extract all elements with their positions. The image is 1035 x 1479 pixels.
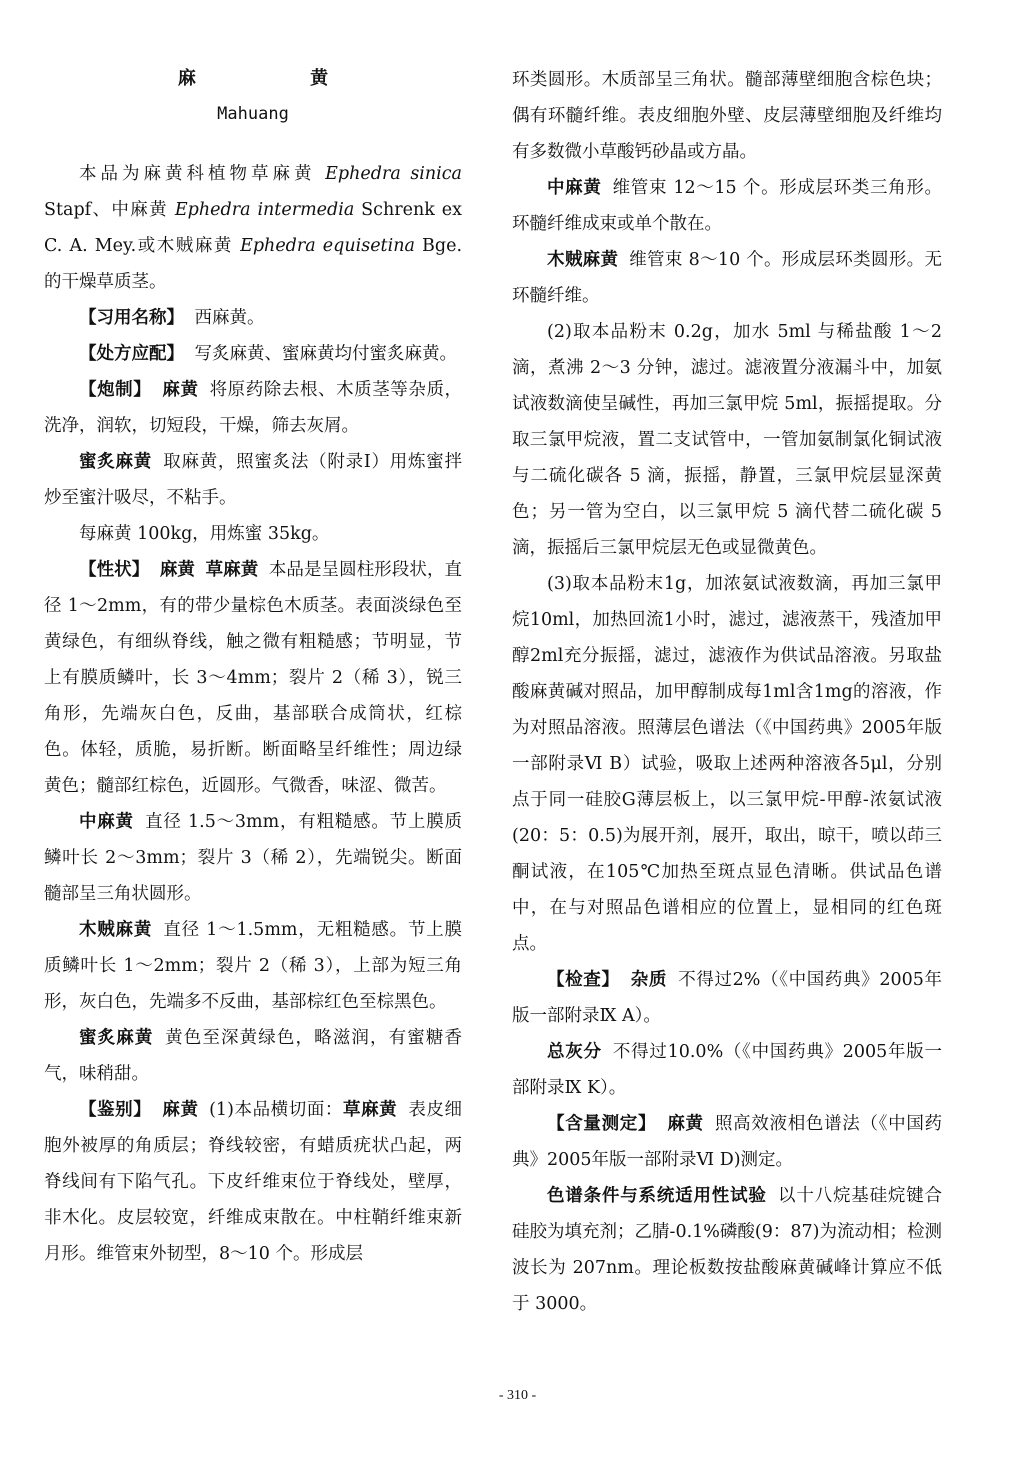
- inspection-paragraph: [512, 962, 942, 1034]
- subheading: 木贼麻黄: [547, 250, 619, 270]
- text: 照高效液相色谱法（《中国药典》2005年版一部附录Ⅵ D)测定。: [512, 1114, 943, 1170]
- subheading: 麻黄: [666, 1114, 704, 1134]
- section-heading: 【处方应配】: [79, 344, 184, 364]
- description-paragraph: [44, 552, 462, 804]
- ash-paragraph: [512, 1034, 942, 1106]
- subheading: 色谱条件与系统适用性试验: [547, 1186, 767, 1206]
- text: Stapf、中麻黄: [44, 200, 175, 220]
- text: 不得过10.0%（《中国药典》2005年版一部附录Ⅸ K）。: [512, 1042, 942, 1098]
- text: 直径 1～1.5mm，无粗糙感。节上膜质鳞叶长 1～2mm；裂片 2（稀 3），上部为短三角形，灰白色，先端多不反曲，基部棕红色至棕黑色。: [44, 920, 463, 1012]
- muzei-mahuang-paragraph: [44, 912, 462, 1020]
- subheading: 木贼麻黄: [79, 920, 153, 940]
- right-column: [512, 62, 942, 1322]
- zhong-mahuang-id-paragraph: [512, 170, 942, 242]
- page-title: 麻 黄: [177, 68, 383, 89]
- assay-paragraph: [512, 1106, 942, 1178]
- section-heading: 【检查】: [547, 970, 620, 990]
- subheading: 中麻黄: [547, 178, 602, 198]
- chromatography-paragraph: [512, 1178, 942, 1322]
- text: 以十八烷基硅烷键合硅胶为填充剂；乙腈-0.1%磷酸(9：87)为流动相；检测波长为 207nm。理论板数按盐酸麻黄碱峰计算应不低于 3000。: [512, 1186, 943, 1314]
- text: 西麻黄。: [194, 308, 265, 328]
- subheading: 草麻黄: [205, 560, 259, 580]
- subheading: 杂质: [630, 970, 668, 990]
- ratio-paragraph: 每麻黄 100kg，用炼蜜 35kg。: [79, 524, 330, 544]
- subheading: 总灰分: [547, 1042, 602, 1062]
- text: Bge.的干燥草质茎。: [44, 236, 463, 292]
- identification-paragraph: [44, 1092, 462, 1272]
- prescription-paragraph: [44, 336, 462, 372]
- section-heading: 【习用名称】: [79, 308, 184, 328]
- test-2-paragraph: (2)取本品粉末 0.2g，加水 5ml 与稀盐酸 1～2 滴，煮沸 2～3 分钟，滤过。滤液置分液漏斗中，加氨试液数滴使呈碱性，再加三氯甲烷 5ml，振摇提取。分取三氯甲烷液，置二支试管中，一管加氨制氯化铜试液与二硫化碳各 5 滴，振摇，静置，三氯甲烷层显深黄色；另一管为空白，以三氯甲烷 5 滴代替二硫化碳 5 滴，振摇后三氯甲烷层无色或显微黄色。: [512, 322, 942, 558]
- subheading: 麻黄: [159, 560, 195, 580]
- page-subtitle: Mahuang: [217, 104, 289, 124]
- processing-paragraph: [44, 372, 462, 444]
- text: 直径 1.5～3mm，有粗糙感。节上膜质鳞叶长 2～3mm；裂片 3（稀 2），先端锐尖。断面髓部呈三角状圆形。: [44, 812, 463, 904]
- test-3-paragraph: (3)取本品粉末1g，加浓氨试液数滴，再加三氯甲烷10ml，加热回流1小时，滤过，滤液蒸干，残渣加甲醇2ml充分振摇，滤过，滤液作为供试品溶液。另取盐酸麻黄碱对照品，加甲醇制成每1ml含1mg的溶液，作为对照品溶液。照薄层色谱法（《中国药典》2005年版一部附录Ⅵ B）试验，吸取上述两种溶液各5μl，分别点于同一硅胶G薄层板上，以三氯甲烷-甲醇-浓氨试液(20：5：0.5)为展开剂，展开，取出，晾干，喷以茚三酮试液，在105℃加热至斑点显色清晰。供试品色谱中，在与对照品色谱相应的位置上，显相同的红色斑点。: [512, 574, 942, 954]
- text: 表皮细胞外被厚的角质层；脊线较密，有蜡质疣状凸起，两脊线间有下陷气孔。下皮纤维束位于脊线处，壁厚，非木化。皮层较宽，纤维成束散在。中柱鞘纤维束新月形。维管束外韧型，8～10 个。形成层: [44, 1100, 463, 1264]
- honey-processing-paragraph: [44, 444, 462, 516]
- page-number: - 310 -: [498, 1388, 537, 1403]
- text: 本品是呈圆柱形段状，直径 1～2mm，有的带少量棕色木质茎。表面淡绿色至黄绿色，有细纵脊线，触之微有粗糙感；节明显，节上有膜质鳞叶，长 3～4mm；裂片 2（稀 3），锐三角形，先端灰白色，反曲，基部联合成筒状，红棕色。体轻，质脆，易折断。断面略呈纤维性；周边绿黄色；髓部红棕色，近圆形。气微香，味涩、微苦。: [44, 560, 463, 796]
- zhong-mahuang-paragraph: [44, 804, 462, 912]
- honey-description-paragraph: [44, 1020, 462, 1092]
- text: 取麻黄，照蜜炙法（附录Ⅰ）用炼蜜拌炒至蜜汁吸尽，不粘手。: [44, 452, 462, 508]
- text: 将原药除去根、木质茎等杂质，洗净，润软，切短段，干燥，筛去灰屑。: [44, 380, 463, 436]
- text: 维管束 8～10 个。形成层环类圆形。无环髓纤维。: [512, 250, 942, 306]
- subheading: 中麻黄: [79, 812, 134, 832]
- continued-paragraph: 环类圆形。木质部呈三角状。髓部薄壁细胞含棕色块；偶有环髓纤维。表皮细胞外壁、皮层薄壁细胞及纤维均有多数微小草酸钙砂晶或方晶。: [512, 70, 942, 162]
- text: 黄色至深黄绿色，略滋润，有蜜糖香气，味稍甜。: [44, 1028, 462, 1084]
- intro-paragraph: [44, 156, 462, 300]
- text: 不得过2%（《中国药典》2005年版一部附录Ⅸ A）。: [512, 970, 943, 1026]
- text: 维管束 12～15 个。形成层环类三角形。环髓纤维成束或单个散在。: [512, 178, 942, 234]
- common-name-paragraph: [44, 300, 462, 336]
- text: Schrenk ex C. A. Mey.或木贼麻黄: [44, 200, 462, 256]
- text: 本品为麻黄科植物草麻黄: [79, 164, 326, 184]
- left-column: [44, 62, 462, 1272]
- section-heading: 【鉴别】: [79, 1100, 152, 1120]
- text: (1)本品横切面：: [209, 1100, 343, 1120]
- subheading: 蜜炙麻黄: [79, 452, 152, 472]
- section-heading: 【炮制】: [79, 380, 152, 400]
- subheading: 蜜炙麻黄: [79, 1028, 154, 1048]
- latin-name: Ephedra intermedia: [174, 200, 355, 220]
- latin-name: Ephedra equisetina: [240, 236, 415, 256]
- subheading: 麻黄: [161, 1100, 199, 1120]
- text: 写炙麻黄、蜜麻黄均付蜜炙麻黄。: [194, 344, 457, 364]
- section-heading: 【含量测定】: [547, 1114, 657, 1134]
- section-heading: 【性状】: [79, 560, 150, 580]
- latin-name: Ephedra sinica: [325, 164, 462, 184]
- muzei-mahuang-id-paragraph: [512, 242, 942, 314]
- subheading: 麻黄: [161, 380, 199, 400]
- subheading: 草麻黄: [343, 1100, 398, 1120]
